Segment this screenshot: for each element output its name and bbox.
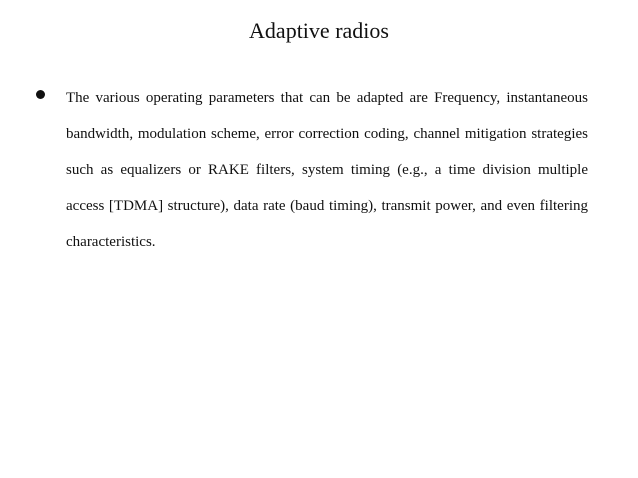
bullet-text: The various operating parameters that can be adapted are Frequency, instantaneous bandwidth, modulation scheme, error correction coding, channel mitigation strategies such as equalizers or RAKE filters, system timing (e.g., a time division multiple access [TDMA] structure), data rate (baud timing), transmit power, and even filtering characteristics. [66,90,588,250]
bullet-item [34,80,588,260]
bullet-dot-icon [36,90,45,99]
slide-title: Adaptive radios [249,18,389,43]
bullet-list [34,80,588,260]
